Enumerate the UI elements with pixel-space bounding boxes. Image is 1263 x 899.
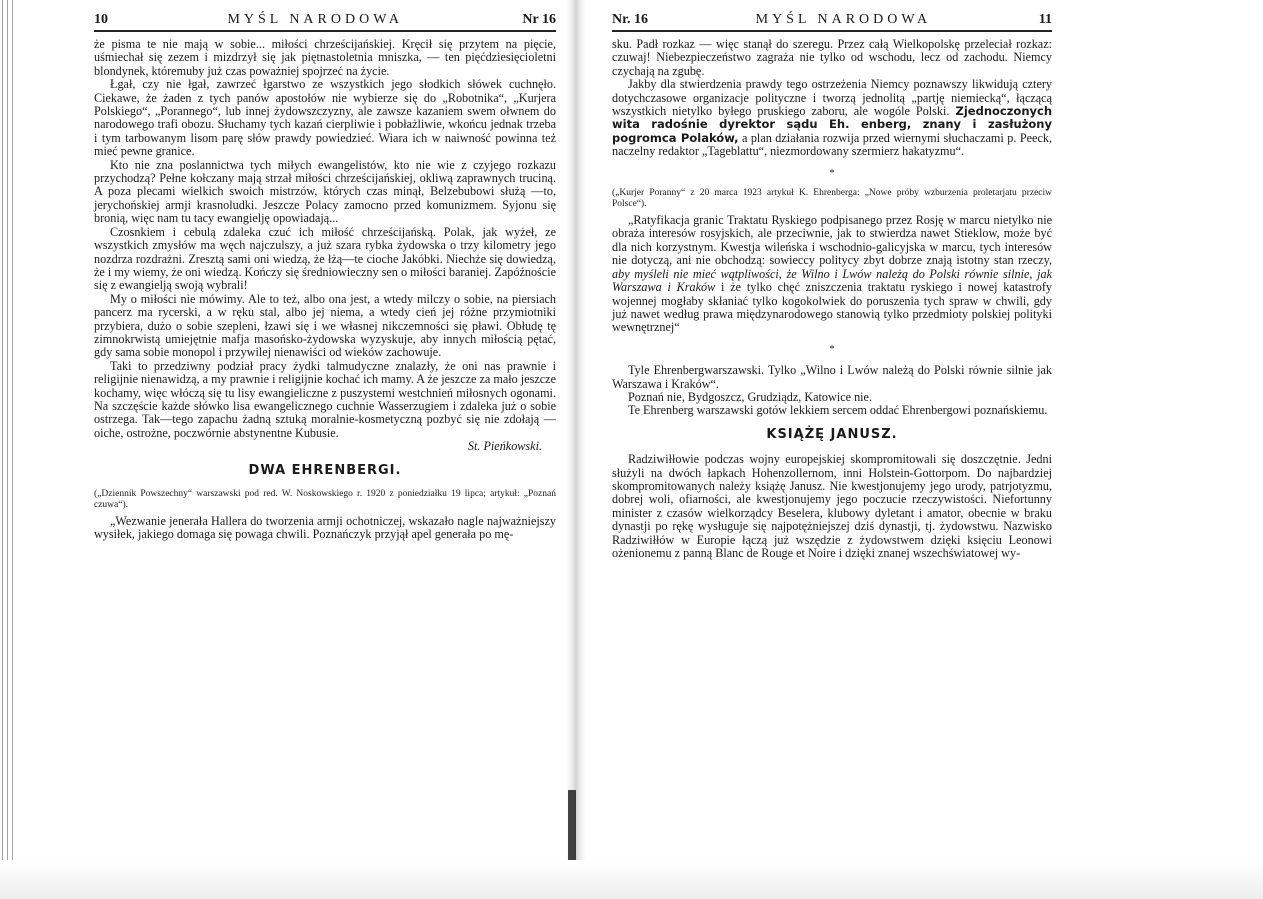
left-paragraph: Czosnkiem i cebulą zdaleka czuć ich miłość chrześcijańską. Polak, jak wyżeł, ze wszystkich zmysłów ma węch najczulszy, a już szara rybka żydowska o trzy kilometry jego nozdrza rozdrażni. Zresztą sami oni wiedzą, że łżą—te cioche Jakóbki. Niechże się dowiedzą, że i my wiemy, że oni wiedzą. Kończy się średniowieczny sen o miłości baraniej. Zapóźnoście się z ewangielją swoją wybrali! [94, 224, 556, 293]
left-page [94, 12, 556, 542]
italic-emphasis: aby myśleli nie mieć wątpliwości, że Wilno i Lwów należą do Polski równie silnie, jak Warszawa i Kraków [612, 266, 1052, 295]
gutter-ink-mark [568, 790, 576, 860]
left-paragraph: że pisma te nie mają w sobie... miłości chrześcijańskiej. Kręcił się przytem na pięcie, uśmiechał się zezem i mizdrzył się jak piętnastoletnia mniszka, — ten pięćdziesięcioletni blondynek, któremuby już czas poważniej spojrzeć na życie. [94, 37, 556, 78]
left-paragraph: Łgał, czy nie łgał, zawrzeć łgarstwo ze wszystkich jego słodkich słówek cuchnęło. Ciekawe, że żaden z tych panów apostołów nie wybierze się do „Robotnika“, „Kurjera Polskiego“, „Porannego“, lub innej żydowszczyzny, ale zawsze kazaniem swem ołwnem do narodowego trafi obozu. Słuchamy tych kazań cierpliwie i pobłażliwie, wkońcu jednak trzeba i tym tarbowanym lisom parę słów prawdy powiedzieć. Wiara ich w naiwność powinna też mieć pewne granice. [94, 77, 556, 159]
source-citation: („Kurjer Poranny“ z 20 marca 1923 artykuł K. Ehrenberga: „Nowe próby wzburzenia proletarjatu przeciw Polsce“). [612, 188, 1052, 210]
left-page-header [94, 12, 556, 32]
section-title-ksiaze-janusz: KSIĄŻĘ JANUSZ. [766, 426, 898, 442]
paragraph-text: a plan działania rozwija przed wiernymi słuchaczami p. Peeck, naczelny redaktor „Tageblattu“, niezmordowany szermierz hakatyzmu“. [612, 130, 1053, 159]
left-running-title: MYŚL NARODOWA [227, 12, 403, 27]
page-gutter [566, 0, 586, 899]
binding-edge [0, 0, 14, 899]
paragraph-text: Jakby dla stwierdzenia prawdy tego ostrzeżenia Niemcy poznawszy likwidują cztery dotychczasowe organizacje polityczne i tworzą jednolitą „partję niemiecką“, łączącą wszystkich nietylko byłego pruskiego zaboru, ale wogóle Polski. [612, 77, 1052, 119]
left-paragraph: „Wezwanie jenerała Hallera do tworzenia armji ochotniczej, wskazało nagle najważniejszy wysiłek, jakiego domaga się powaga chwili. Poznańczyk przyjął apel generała po mę- [94, 514, 556, 542]
right-paragraph-2 [612, 78, 1052, 158]
section-divider-star: * [829, 343, 835, 355]
left-paragraph: My o miłości nie mówimy. Ale to też, albo ona jest, a wtedy milczy o sobie, na piersiach pancerz ma rycerski, a w ręku stal, albo jej niema, a wtedy cień jej różne przymiotniki przybiera, dużo o sobie szepleni, łzawi się i we własnej nikczemności się pławi. Obłudę tę zimnokrwistą umiejętnie mafja masońsko-żydowska wyzyskuje, aby innych miłością pętać, gdy sama sobie monopol i przywilej nienawiści od wieków zachowuje. [94, 291, 556, 360]
right-page-body [612, 38, 1052, 560]
right-paragraph-3 [612, 214, 1052, 335]
section-divider-star: * [829, 167, 835, 179]
page-bottom [0, 860, 1263, 899]
right-paragraph: sku. Padł rozkaz — więc stanął do szeregu. Przez całą Wielkopolskę przeleciał rozkaz: czuwaj! Niebezpieczeństwo zagraża nie tylko od wschodu, lecz od zachodu. Niemcy czychają na zgubę. [612, 37, 1052, 78]
right-paragraph: Te Ehrenberg warszawski gotów lekkiem sercem oddać Ehrenbergowi poznańskiemu. [628, 403, 1048, 418]
source-citation: („Dziennik Powszechny“ warszawski pod red. W. Noskowskiego r. 1920 z poniedziałku 19 lipca; artykuł: „Poznań czuwa“). [94, 489, 556, 510]
right-page-number: 11 [1038, 12, 1052, 27]
right-page-header [612, 12, 1052, 32]
article-author: St. Pieńkowski. [467, 439, 542, 454]
left-page-number: 10 [94, 12, 108, 27]
bold-emphasis: Zjednoczonych wita radośnie dyrektor sądu Eh. enberg, znany i zasłużony pogromca Polaków, [612, 104, 1053, 145]
section-title-dwa-ehrenbergi: DWA EHRENBERGI. [248, 462, 402, 478]
left-paragraph: Kto nie zna poslannictwa tych miłych ewangelistów, kto nie wie z czyjego rozkazu przychodzą? Pełne kołczany mają strzał miłości chrześcijańskiej, okliwą zaprawnych truciną. A poza plecami wielkich swoich mistrzów, których czas minął, Belzebubowi służą —to, jerychońskiej armji krasnoludki. Jeszcze Polacy zamocno przed komunizmem. Syjonu się bronią, więc nam tu tacy ewangielję opowiadają... [94, 157, 556, 226]
right-running-title: MYŚL NARODOWA [755, 12, 932, 27]
right-page [612, 12, 1052, 560]
right-issue-number: Nr. 16 [612, 12, 649, 27]
left-page-body [94, 38, 556, 542]
left-issue-number: Nr 16 [522, 12, 556, 27]
right-paragraph: Tyle Ehrenbergwarszawski. Tylko „Wilno i Lwów należą do Polski równie silnie jak Warszawa i Kraków“. [612, 363, 1052, 391]
paragraph-text: „Ratyfikacja granic Traktatu Ryskiego podpisanego przez Rosję w marcu nietylko nie obraża interesów rosyjskich, ale przeciwnie, jak to stwierdza nawet Stieklow, może być dla nich korzystnym. Kwestja wileńska i wschodnio-galicyjska w marcu, tych interesów nie dotyczą, ani nie obchodzą: sowieccy politycy zbyt dobrze znają istotny stan rzeczy, [612, 213, 1052, 268]
right-paragraph: Radziwiłłowie podczas wojny europejskiej skompromitowali się doszczętnie. Jedni służyli na dwóch łapkach Hohenzollernom, inni Holstein-Gottorpom. Do najbardziej skompromitowanych należy książę Janusz. Nie kwestjonujemy jego urody, patrjotyzmu, dobrej woli, ofiarności, ale kwestjonujemy jego poczucie rzeczywistości. Niefortunny minister z czasów wielkorządcy Beselera, klubowy dyletant i amator, obecnie w braku dynastji po rękę wysługuje się najpotężniejszej dziś dynastji, tj. żydowstwu. Nazwisko Radziwiłłów w Europie łączą już wszędzie z żydowstwem dzięki księciu Leonowi ożenionemu z panną Blanc de Rouge et Noire i dzięki znanej wszechświatowej wy- [612, 452, 1052, 560]
left-paragraph: Taki to przedziwny podział pracy żydki talmudyczne znalazły, że oni nas prawnie i religijnie nienawidzą, a my prawnie i religijnie kochać ich mamy. A że jeszcze za mało jeszcze kochamy, więc włóczą się tu lisy ewangieliczne z puszystemi westchnień miłosnych ogonami. Na szczęście każde słówko lisa ewangelicznego cuchnie Wasserzugiem i zdaleka już o sobie ostrzega. Tak—tego zapachu żadną sztuką moralnie-kosmetyczną pozbyć się nie zdołają — oiche, ostrożne, poczwórnie abstynentne Kubusie. [94, 358, 556, 440]
right-paragraph: Poznań nie, Bydgoszcz, Grudziądz, Katowice nie. [628, 389, 873, 404]
paragraph-text: i że tylko chęć zniszczenia traktatu ryskiego i nowej katastrofy wojennej mogłaby skłaniać tylko kogokolwiek do poruszenia tych spraw w chwili, gdy już nawet według prawa międzynarodowego stanowią tylko przedmioty polskiej polityki wewnętrznej“ [612, 280, 1053, 335]
